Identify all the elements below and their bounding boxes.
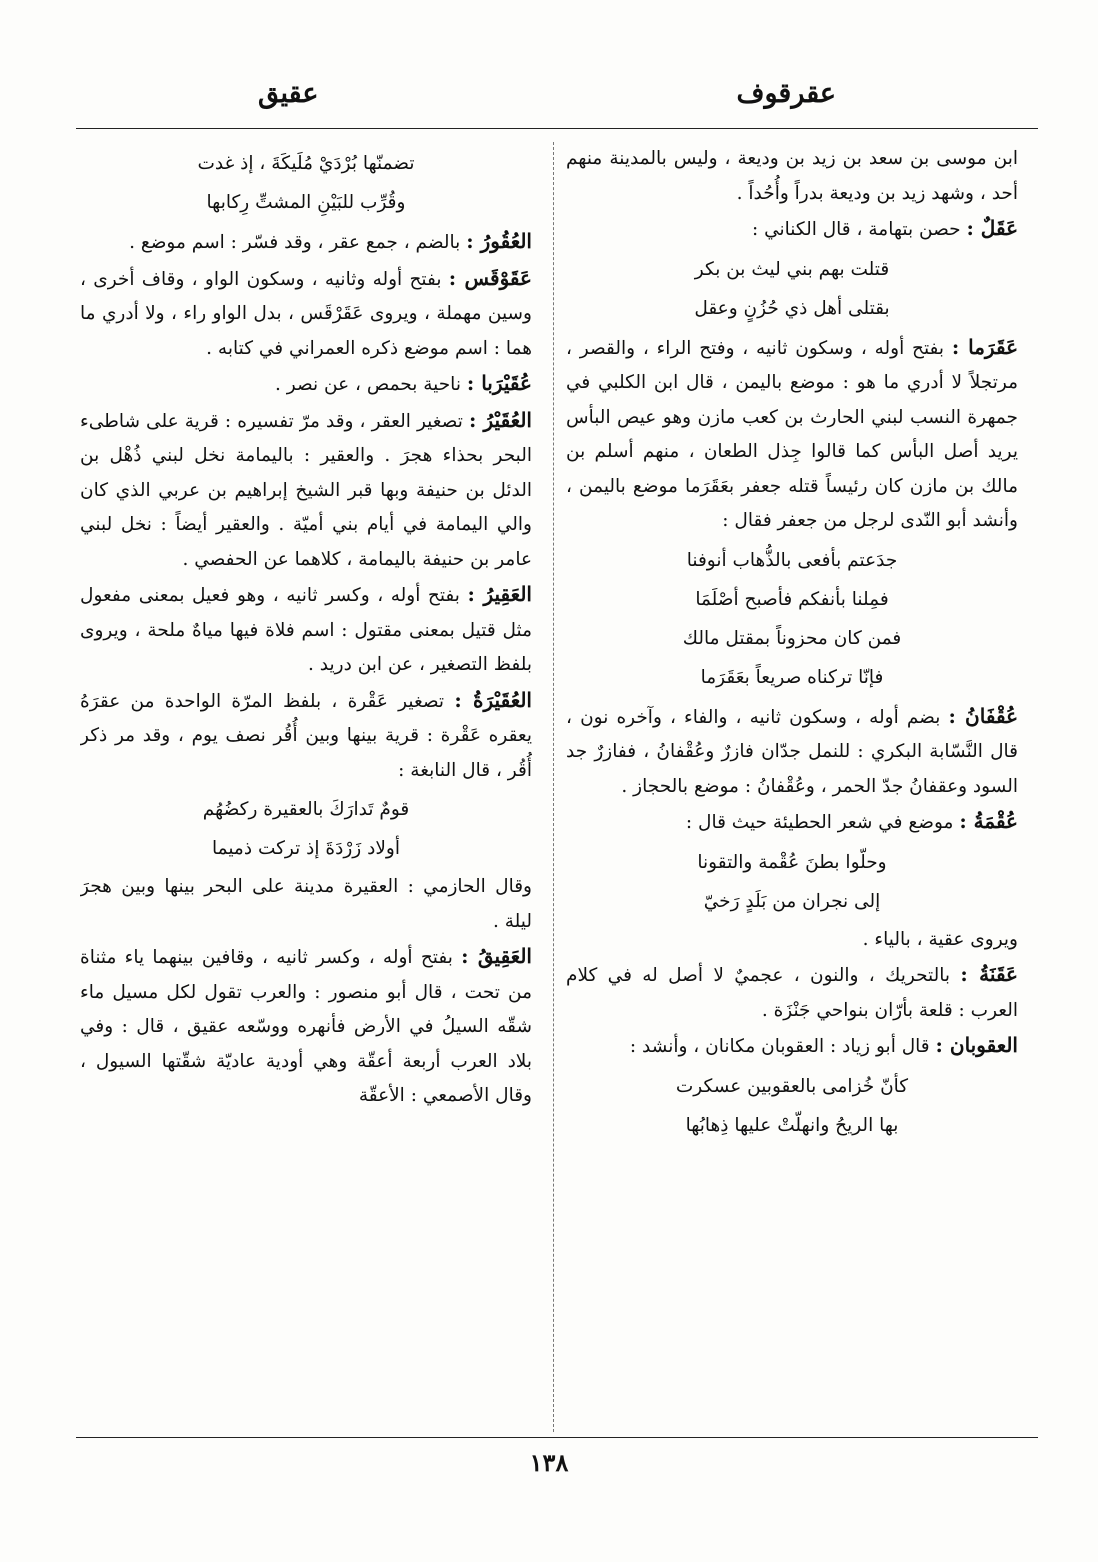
verse-line: بقتلى أهل ذي حُزُنٍ وعقل xyxy=(694,297,890,319)
verse-line: جدَعتم بأفعى بالذُّهاب أنوفنا xyxy=(686,549,898,571)
entry-continuation xyxy=(566,142,1018,211)
entry-al-uqayr xyxy=(80,403,532,578)
headword: عَقَلٌ : xyxy=(966,216,1018,240)
entry-text-after-verse: ويروى عقية ، بالياء . xyxy=(862,928,1018,950)
page-number: ١٣٨ xyxy=(529,1448,569,1477)
headword: العَقِيرُ : xyxy=(467,582,532,606)
entry-al-uqoban xyxy=(566,1028,1018,1065)
entry-text: ناحية بحمص ، عن نصر . xyxy=(275,374,461,395)
headword: العَقِيقُ : xyxy=(461,944,532,968)
headword: عُقَيْرَبا : xyxy=(466,371,532,395)
left-column xyxy=(80,142,532,1434)
entry-aqarama xyxy=(566,330,1018,539)
entry-aqana xyxy=(566,957,1018,1028)
verse-line: كأنّ خُزامى بالعقوبين عسكرت xyxy=(675,1075,909,1097)
verse-line: قومٌ تَدارَكَ بالعقيرة ركضُهُم xyxy=(202,799,410,820)
entry-uqma xyxy=(566,804,1018,841)
entry-al-uqur xyxy=(80,224,532,261)
entry-text: بفتح أوله ، وكسر ثانيه ، وهو فعيل بمعنى مفعول مثل قتيل بمعنى مقتول : اسم فلاة فيها مياهٌ ملحة ، ويروى بلفظ التصغير ، عن ابن دريد . xyxy=(80,585,532,675)
verse-line: تضمنّها بُرْدَيْ مُلَيكَةَ ، إذ غدت xyxy=(197,153,415,174)
headword: عُقْفَانُ : xyxy=(948,703,1018,728)
entry-text-after-verse: وقال الحازمي : العقيرة مدينة على البحر بينها وبين هجرَ ليلة . xyxy=(80,876,532,932)
headword: عُقْمَةُ : xyxy=(959,809,1018,833)
verse-line: فمن كان محزوناً بمقتل مالك xyxy=(682,627,902,649)
entry-aqawqas xyxy=(80,261,532,367)
entry-text: موضع في شعر الحطيئة حيث قال : xyxy=(685,812,954,833)
entry-text: تصغير العقر ، وقد مرّ تفسيره : قرية على شاطىء البحر بحذاء هجرَ . والعقير : باليمامة نخل لبني ذُهْل بن الدئل بن حنيفة وبها قبر الشيخ إبراهيم بن عربي الذي كان والي اليمامة في أيام بني أميّة . والعقير أيضاً : نخل لبني عامر بن حنيفة باليمامة ، كلاهما عن الحفصي . xyxy=(80,410,532,570)
running-header-left: عقيق xyxy=(258,78,319,109)
verse-line: إلى نجران من بَلَدٍ رَخيّ xyxy=(703,890,881,912)
entry-al-aqir xyxy=(80,577,532,683)
entry-al-uqayra xyxy=(80,683,532,789)
entry-text: قال أبو زياد : العقوبان مكانان ، وأنشد : xyxy=(629,1036,930,1057)
entry-text: ابن موسى بن سعد بن زيد بن وديعة ، وليس بالمدينة منهم أحد ، وشهد زيد بن وديعة بدراً وأُحُداً . xyxy=(566,148,1018,204)
verse-line: بها الريحُ وانهلّتْ عليها ذِهابُها xyxy=(685,1114,899,1136)
entry-uqfan xyxy=(566,699,1018,805)
entry-al-aqiq xyxy=(80,939,532,1114)
entry-aqal xyxy=(566,211,1018,248)
header-rule xyxy=(76,128,1038,129)
verse-line: قتلت بهم بني ليث بن بكر xyxy=(694,258,890,280)
verse-line: وقُرِّب للبَيْنِ المشتِّ رِكابها xyxy=(206,192,406,213)
entry-text: بالضم ، جمع عقر ، وقد فسّر : اسم موضع . xyxy=(129,232,461,253)
entry-text: بفتح أوله وثانيه ، وسكون الواو ، وقاف أخرى ، وسين مهملة ، ويروى عَقَرْقَس ، بدل الواو راء ، ولا أدري ما هما : اسم موضع ذكره العمراني في كتابه . xyxy=(80,268,532,359)
entry-text: بالتحريك ، والنون ، عجميٌ لا أصل له في كلام العرب : قلعة بأرّان بنواحي جَنْزَة . xyxy=(566,965,1018,1021)
verse-line: فمِلنا بأنفكم فأصبح أصْلَمَا xyxy=(695,588,889,610)
entry-text: بضم أوله ، وسكون ثانيه ، والفاء ، وآخره نون ، قال النَّسّابة البكري : للنمل جدّان فازرٌ وعُقْفانُ ، ففازرٌ جد السود وعقفانُ جدّ الحمر ، وعُقْفانُ : موضع بالحجاز . xyxy=(566,706,1018,797)
headword: العقوبان : xyxy=(935,1033,1018,1057)
headword: العُقُورُ : xyxy=(466,229,532,253)
headword: العُقَيْرَةُ : xyxy=(454,687,532,712)
verse-line: أولاد زَرْدَةَ إذ تركت ذميما xyxy=(212,838,400,859)
entry-text: تصغير عَقْرة ، بلفظ المرّة الواحدة من عقرَهُ يعقره عَقْرة : قرية بينها وبين أُقُر نصف يوم ، وقد مر ذكر أُقُر ، قال النابغة : xyxy=(80,690,532,781)
column-divider xyxy=(553,142,554,1432)
entry-text: بفتح أوله ، وسكون ثانيه ، وفتح الراء ، والقصر ، مرتجلاً لا أدري ما هو : موضع باليمن ، قال ابن الكلبي في جمهرة النسب لبني الحارث بن كعب مازن وهو عيص البأس يريد أصل البأس كما قالوا جِذل الطعان ، منهم أسلم بن مالك بن مازن كان رئيساً قتله جعفر بعَقَرَما موضع باليمن ، وأنشد أبو النّدى لرجل من جعفر فقال : xyxy=(566,337,1018,531)
headword: عَقَوْقَس : xyxy=(448,265,532,290)
headword: عَقَرَما : xyxy=(951,334,1018,359)
right-column xyxy=(566,142,1018,1434)
verse-line: فإنّا تركناه صريعاً بعَقَرَما xyxy=(700,666,884,688)
headword: عَقَنَةُ : xyxy=(960,962,1018,986)
entry-text: حصن بتهامة ، قال الكناني : xyxy=(751,219,961,240)
verse-line: وحلّوا بطنَ عُقْمة والتقونا xyxy=(697,851,887,873)
footer-rule xyxy=(76,1437,1038,1438)
entry-uqayraba xyxy=(80,366,532,403)
entry-text: بفتح أوله ، وكسر ثانيه ، وقافين بينهما ياء مثناة من تحت ، قال أبو منصور : والعرب تقول لكل مسيل ماء شقّه السيلُ في الأرض فأنهره ووسّعه عقيق ، قال : وفي بلاد العرب أربعة أعقّة وهي أودية عاديّة شقّتها السيول ، وقال الأصمعي : الأعقّة xyxy=(80,947,532,1106)
running-header-right: عقرقوف xyxy=(736,78,836,109)
headword: العُقَيْرُ : xyxy=(468,407,532,432)
